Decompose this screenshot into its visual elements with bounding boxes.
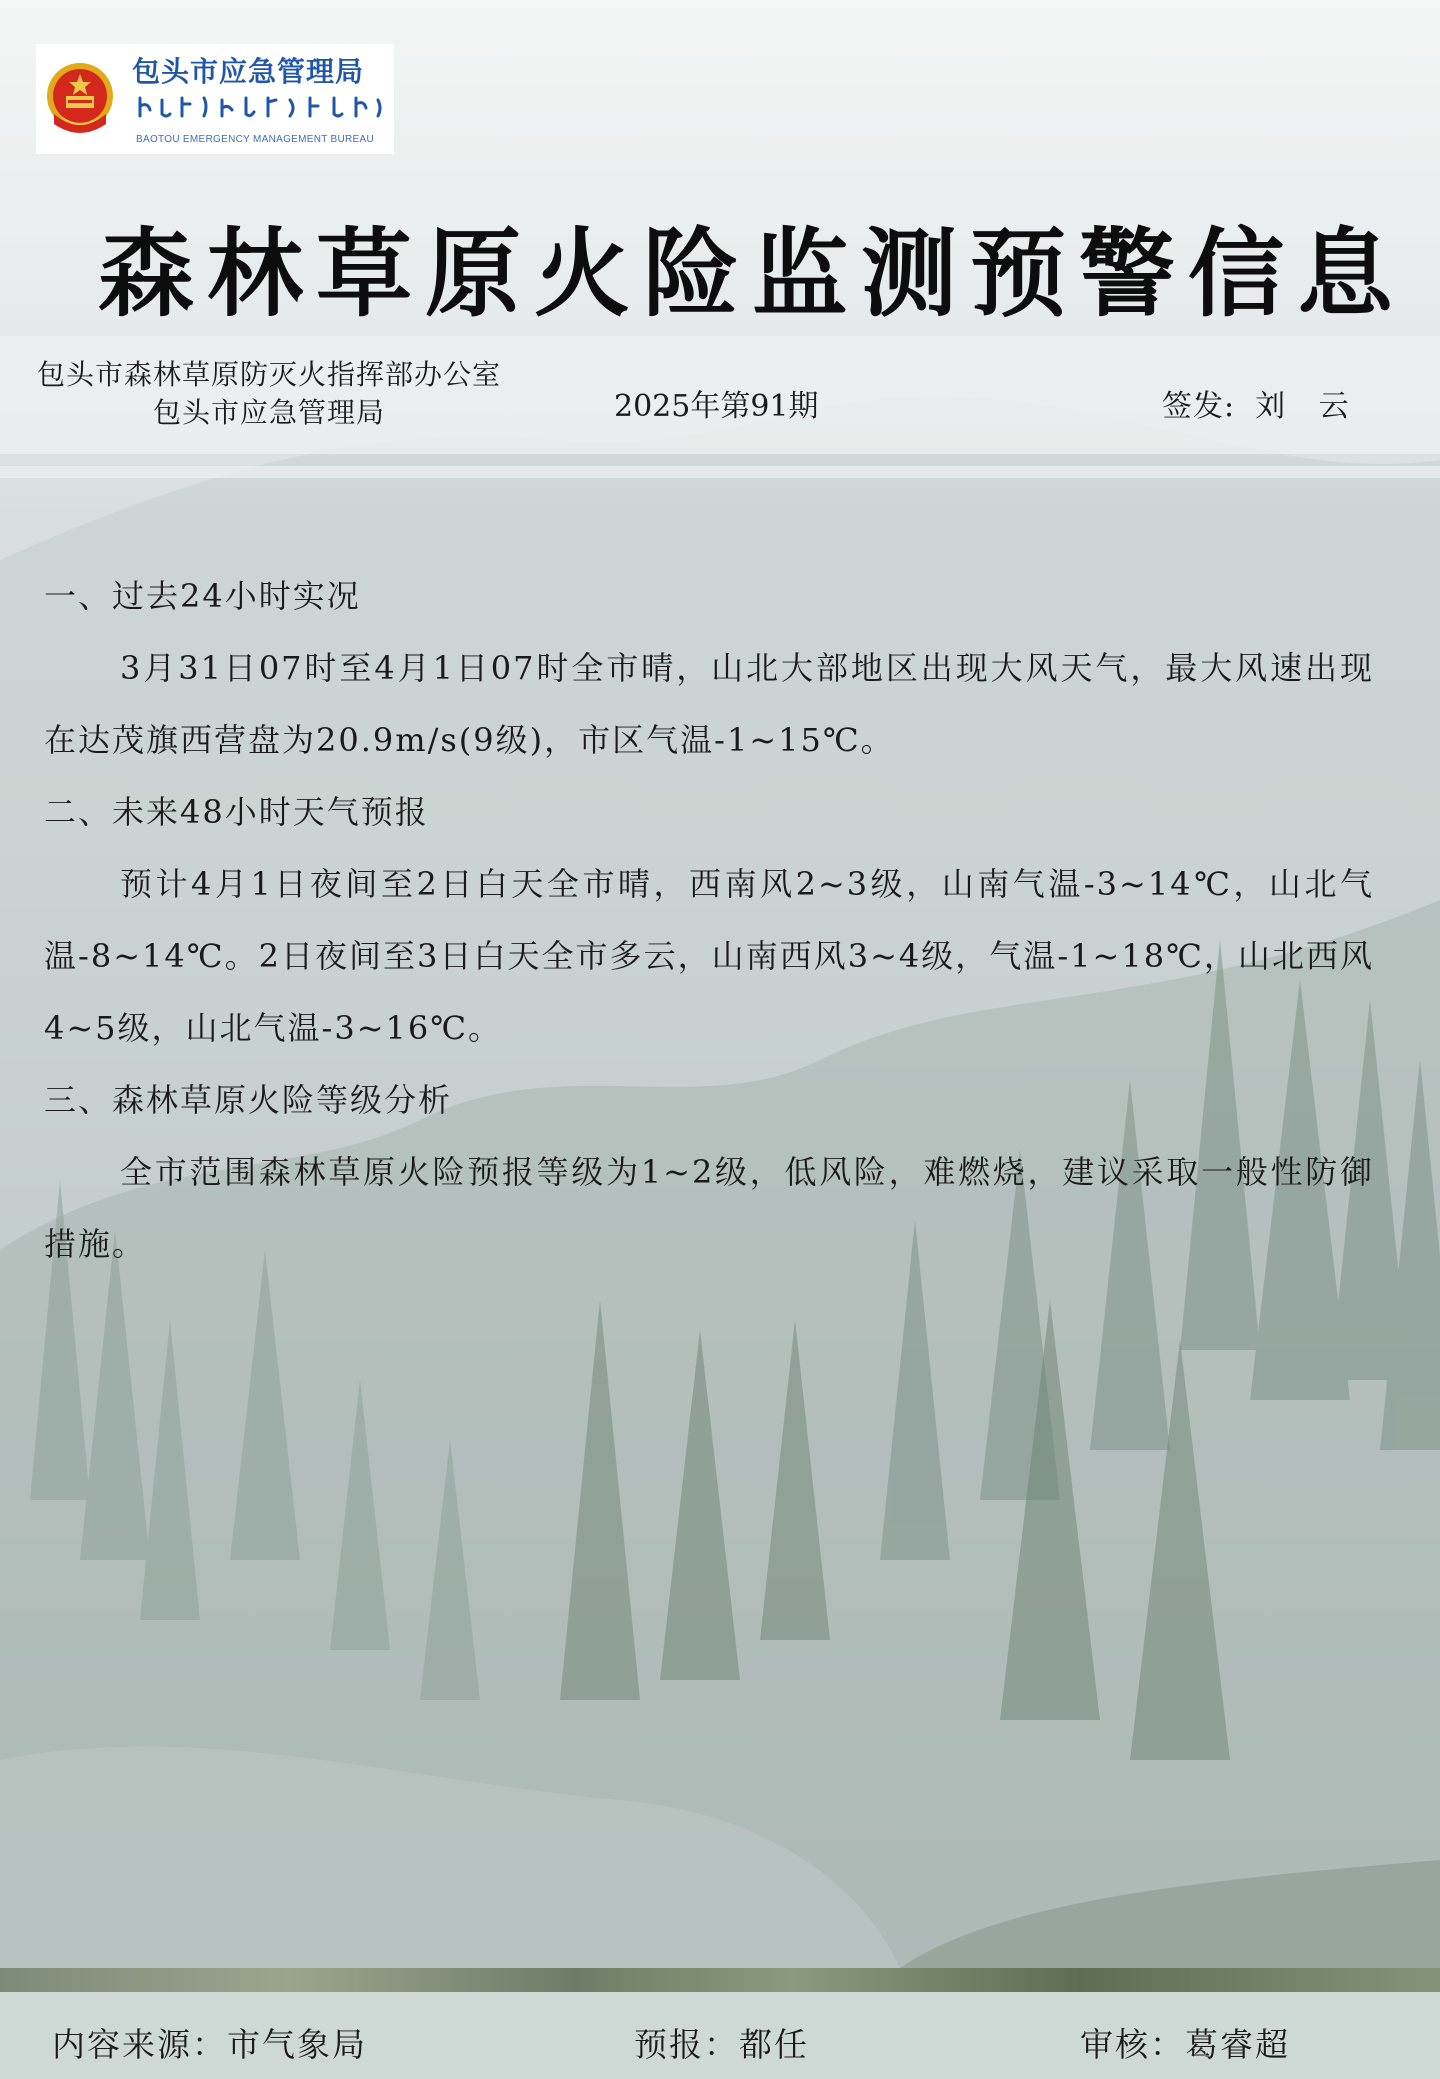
section-heading-forecast: 二、未来48小时天气预报 [44, 793, 429, 831]
logo-block [36, 44, 394, 154]
signer-name: 刘 云 [1255, 389, 1361, 424]
logo-title: 包头市应急管理局 [132, 55, 365, 88]
mongolian-script-logo-text [134, 92, 386, 122]
logo-english-name: BAOTOU EMERGENCY MANAGEMENT BUREAU [136, 134, 375, 145]
signer-label: 签发: [1162, 389, 1236, 424]
footer-foliage-strip [0, 1968, 1440, 1992]
section-heading-observations: 一、过去24小时实况 [44, 577, 361, 615]
national-emblem-icon [44, 58, 116, 140]
section-body-forecast: 预计4月1日夜间至2日白天全市晴，西南风2~3级，山南气温-3~14℃，山北气温-8~14℃。2日夜间至3日白天全市多云，山南西风3~4级，气温-1~18℃，山北西风4~5级，山北气温-3~16℃。 [44, 865, 1374, 1047]
footer-forecaster: 预报：都任 [634, 2025, 809, 2064]
document-title: 森林草原火险监测预警信息 [98, 217, 1406, 330]
report-content [44, 560, 1374, 1280]
section-heading-fire-risk: 三、森林草原火险等级分析 [44, 1081, 453, 1119]
signer-block [1162, 381, 1361, 425]
section-body-observations: 3月31日07时至4月1日07时全市晴，山北大部地区出现大风天气，最大风速出现在达茂旗西营盘为20.9m/s(9级)，市区气温-1~15℃。 [44, 649, 1374, 759]
issuer-block [14, 356, 524, 432]
issuer-line-2: 包头市应急管理局 [152, 396, 385, 429]
section-body-fire-risk: 全市范围森林草原火险预报等级为1~2级，低风险，难燃烧，建议采取一般性防御措施。 [44, 1153, 1374, 1263]
header-divider [0, 466, 1440, 478]
issue-number: 2025年第91期 [614, 389, 819, 424]
footer-reviewer: 审核：葛睿超 [1080, 2025, 1290, 2064]
footer-source: 内容来源：市气象局 [52, 2025, 367, 2064]
issuer-line-1: 包头市森林草原防灭火指挥部办公室 [36, 358, 501, 391]
